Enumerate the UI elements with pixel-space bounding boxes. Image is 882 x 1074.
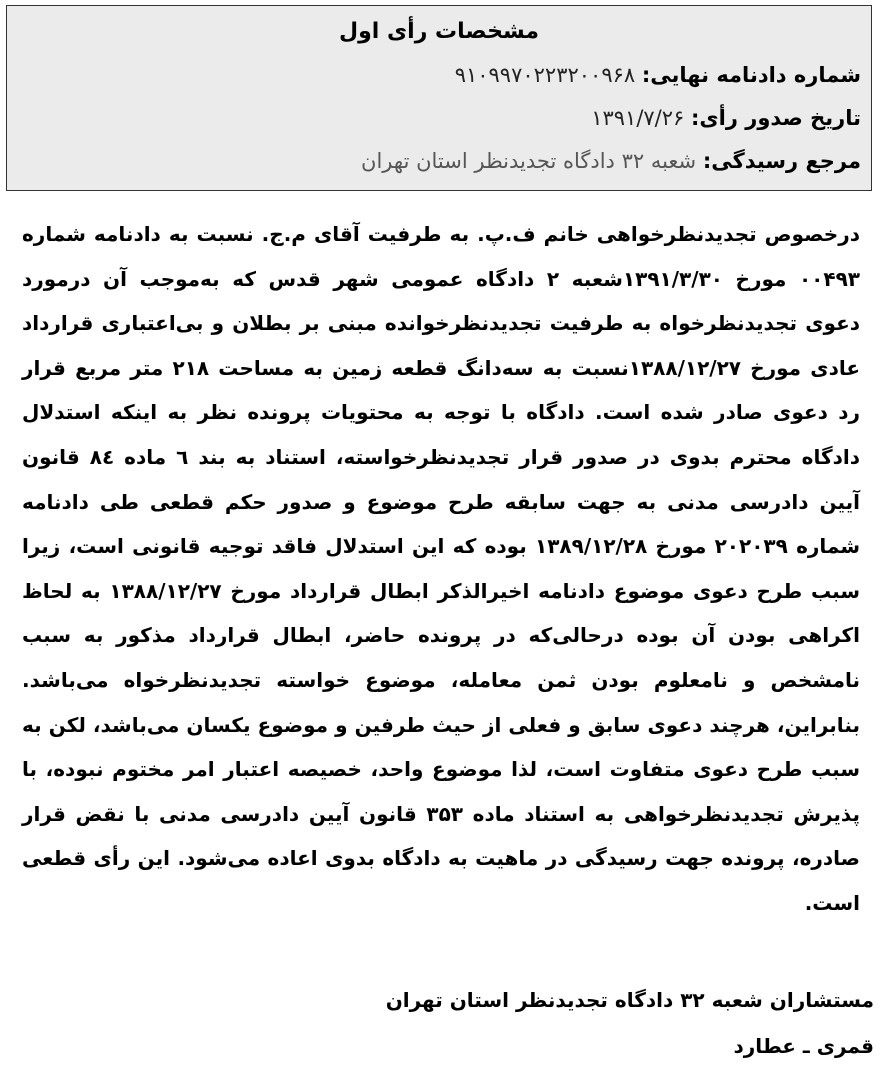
signature-office: مستشاران شعبه ۳۲ دادگاه تجدیدنظر استان تهران <box>385 988 874 1012</box>
signature-names: قمری ـ عطارد <box>733 1034 874 1058</box>
issue-date-label: تاریخ صدور رأی: <box>691 106 861 130</box>
issue-date-value: ۱۳۹۱/۷/۲۶ <box>591 106 685 130</box>
issue-date-row <box>17 97 861 140</box>
authority-value: شعبه ۳۲ دادگاه تجدیدنظر استان تهران <box>361 149 697 173</box>
verdict-number-row <box>17 54 861 97</box>
authority-label: مرجع رسیدگی: <box>702 149 861 173</box>
verdict-body-text: درخصوص تجدیدنظرخواهی خانم ف.پ. به طرفیت آقای م.ج. نسبت به دادنامه شماره ۰۰۴۹۳ مورخ ۱۳۹۱/۳/۳۰شعبه ۲ دادگاه عمومی شهر قدس که به‌موجب آن درمورد دعوی تجدیدنظرخواه به طرفیت تجدیدنظرخوانده مبنی بر بطلان و بی‌اعتباری قرارداد عادی مورخ ۱۳۸۸/۱۲/۲۷نسبت به سه‌دانگ قطعه زمین به مساحت ۲۱۸ متر مربع قرار رد دعوی صادر شده است. دادگاه با توجه به محتویات پرونده نظر به اینکه استدلال دادگاه محترم بدوی در صدور قرار تجدیدنظرخواسته، استناد به بند ٦ ماده ٨٤ قانون آیین دادرسی مدنی به جهت سابقه طرح موضوع و صدور حکم قطعی طی دادنامه شماره ۲۰۲۰۳۹ مورخ ۱۳۸۹/۱۲/۲۸ بوده که این استدلال فاقد توجیه قانونی است، زیرا سبب طرح دعوی موضوع دادنامه اخیرالذکر ابطال قرارداد مورخ ۱۳۸۸/۱۲/۲۷ به لحاظ اکراهی بودن آن بوده درحالی‌که در پرونده حاضر، ابطال قرارداد مذکور به سبب نامشخص و نامعلوم بودن ثمن معامله، موضوع خواسته تجدیدنظرخواه می‌باشد. بنابراین، هرچند دعوی سابق و فعلی از حیث طرفین و موضوع یکسان می‌باشد، لکن به سبب طرح دعوی متفاوت است، لذا موضوع واحد، خصیصه اعتبار امر مختوم نبوده، با پذیرش تجدیدنظرخواهی به استناد ماده ۳۵۳ قانون آیین دادرسی مدنی با نقض قرار صادره، پرونده جهت رسیدگی در ماهیت به دادگاه بدوی اعاده می‌شود. این رأی قطعی است. <box>22 222 861 915</box>
verdict-details-title: مشخصات رأی اول <box>339 19 539 44</box>
verdict-details-box <box>6 5 872 191</box>
verdict-number-value: ۹۱۰۹۹۷۰۲۲۳۲۰۰۹۶۸ <box>454 63 636 87</box>
authority-row <box>17 140 861 183</box>
verdict-number-label: شماره دادنامه نهایی: <box>641 63 861 87</box>
